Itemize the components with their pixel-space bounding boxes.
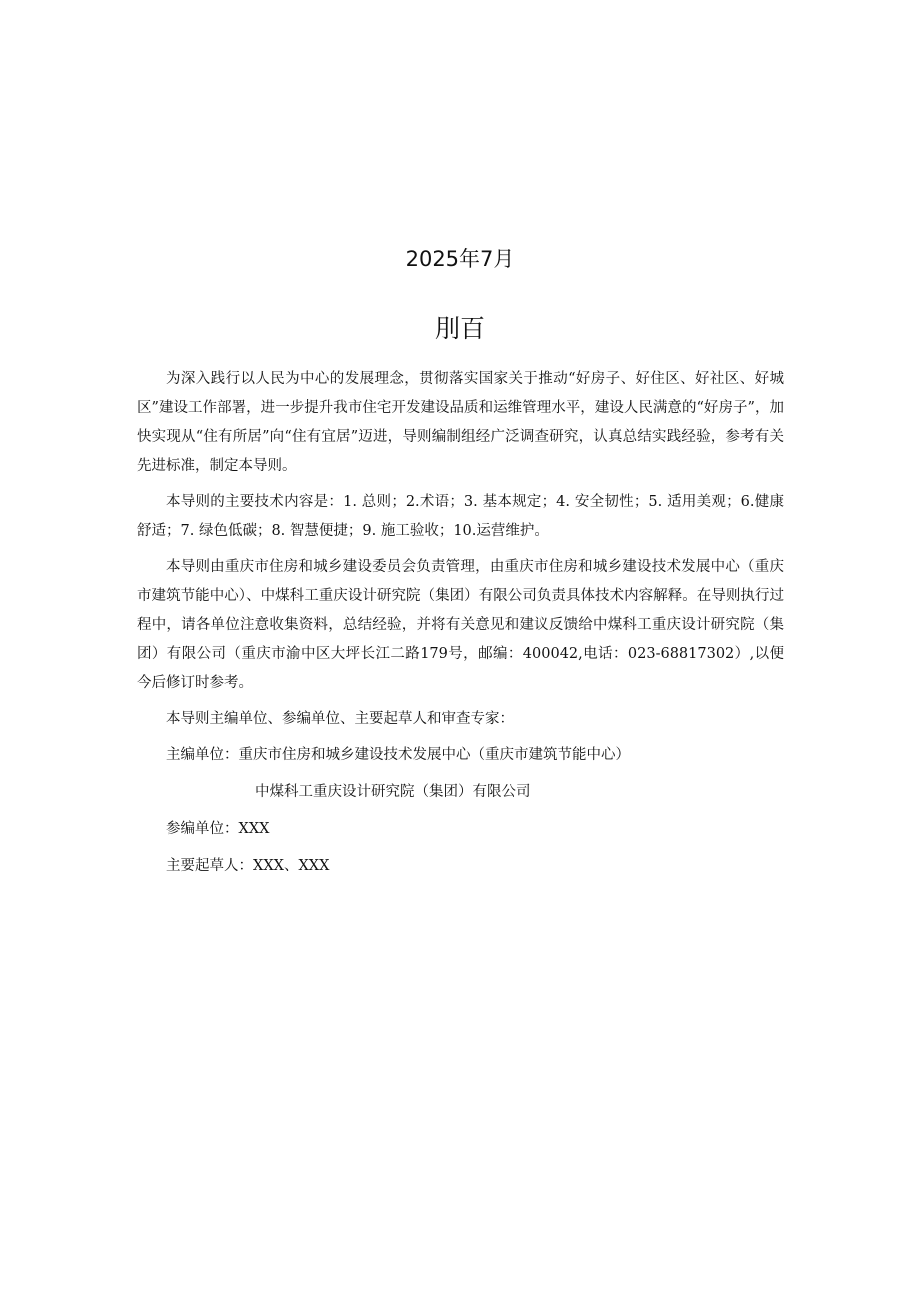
section-heading: 刖百 <box>434 314 485 343</box>
paragraph-purpose: 为深入践行以人民为中心的发展理念，贯彻落实国家关于推动“好房子、好住区、好社区、好城区”建设工作部署，进一步提升我市住宅开发建设品质和运维管理水平，建设人民满意的“好房子”，加快实现从“住有所居”向“住有宜居”迈进，导则编制组经广泛调查研究，认真总结实践经验，参考有关先进标准，制定本导则。 <box>137 371 784 474</box>
main-drafters: 主要起草人：XXX、XXX <box>166 858 330 874</box>
paragraph-contributors-intro: 本导则主编单位、参编单位、主要起草人和审查专家： <box>166 711 514 727</box>
paragraph-management: 本导则由重庆市住房和城乡建设委员会负责管理，由重庆市住房和城乡建设技术发展中心（重庆市建筑节能中心）、中煤科工重庆设计研究院（集团）有限公司负责具体技术内容解释。在导则执行过程中，请各单位注意收集资料，总结经验，并将有关意见和建议反馈给中煤科工重庆设计研究院（集团）有限公司（重庆市渝中区大坪长江二路179号，邮编：400042,电话：023-68817302）,以便今后修订时参考。 <box>137 559 784 691</box>
chief-editor-unit: 主编单位：重庆市住房和城乡建设技术发展中心（重庆市建筑节能中心） <box>166 747 630 763</box>
participating-unit: 参编单位：XXX <box>166 821 270 837</box>
paragraph-contents: 本导则的主要技术内容是：1. 总则；2.术语；3. 基本规定；4. 安全韧性；5. 适用美观；6.健康舒适；7. 绿色低碳；8. 智慧便捷；9. 施工验收；10.运营维护。 <box>137 494 784 539</box>
document-body <box>137 365 784 889</box>
chief-editor-unit-second: 中煤科工重庆设计研究院（集团）有限公司 <box>255 784 531 800</box>
document-date: 2025年7月 <box>405 247 515 271</box>
